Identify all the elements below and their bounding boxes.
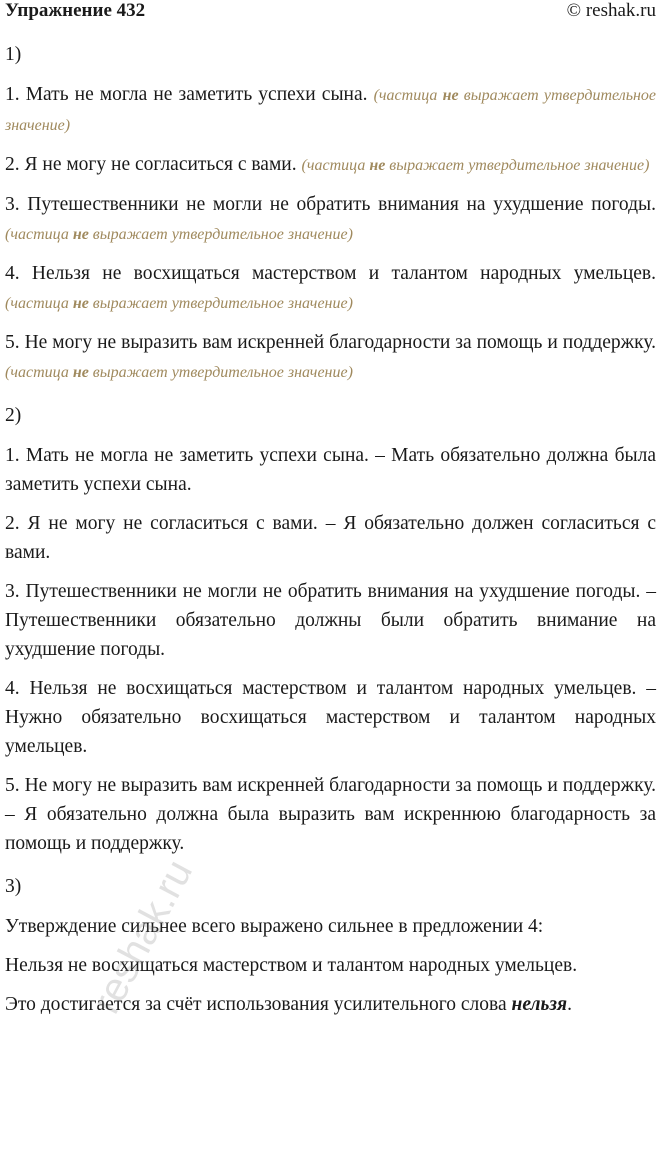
- part2-item: 3. Путешественники не могли не обратить внимания на ухудшение погоды. – Путешественники обязательно должны были обратить внимание на ухудшение погоды.: [5, 581, 656, 660]
- sentence: 2. Я не могу не согласиться с вами.: [5, 154, 297, 175]
- part2-item: 5. Не могу не выразить вам искренней благодарности за помощь и поддержку. – Я обязательно должна была выразить вам искреннюю благодарность за помощь и поддержку.: [5, 775, 656, 854]
- part3-conclusion: Это достигается за счёт использования усилительного слова нельзя.: [5, 994, 572, 1015]
- part3-statement: Утверждение сильнее всего выражено сильнее в предложении 4:: [5, 916, 544, 937]
- part3-quote: Нельзя не восхищаться мастерством и талантом народных умельцев.: [5, 955, 578, 976]
- part1-item: [5, 259, 656, 318]
- annotation: (частица не выражает утвердительное значение): [5, 295, 353, 312]
- section-3-label: 3): [5, 876, 22, 897]
- annotation: (частица не выражает утвердительное значение): [301, 157, 650, 174]
- exercise-title: Упражнение 432: [5, 0, 146, 21]
- part1-item: [5, 150, 656, 180]
- part1-item: [5, 328, 656, 387]
- part1-item: [5, 190, 656, 249]
- section-1-label: 1): [5, 44, 22, 65]
- section-2-label: 2): [5, 405, 22, 426]
- part1-item: [5, 80, 656, 140]
- brand-copyright: © reshak.ru: [566, 0, 656, 21]
- header: [5, 0, 656, 26]
- sentence: 3. Путешественники не могли не обратить внимания на ухудшение погоды.: [5, 194, 656, 215]
- part2-item: 1. Мать не могла не заметить успехи сына. – Мать обязательно должна была заметить успехи сына.: [5, 445, 656, 495]
- annotation: (частица не выражает утвердительное значение): [5, 364, 353, 381]
- sentence: 4. Нельзя не восхищаться мастерством и талантом народных умельцев.: [5, 263, 656, 284]
- part2-item: 4. Нельзя не восхищаться мастерством и талантом народных умельцев. – Нужно обязательно восхищаться мастерством и талантом народных умельцев.: [5, 678, 656, 757]
- watermark-logo: reshak.ru: [84, 852, 202, 1021]
- annotation: (частица не выражает утвердительное значение): [5, 226, 353, 243]
- sentence: 5. Не могу не выразить вам искренней благодарности за помощь и поддержку.: [5, 332, 656, 353]
- sentence: 1. Мать не могла не заметить успехи сына.: [5, 84, 368, 105]
- annotation: (частица не выражает утвердительное значение): [5, 87, 657, 134]
- emphasized-word: нельзя: [511, 994, 568, 1015]
- part2-item: 2. Я не могу не согласиться с вами. – Я обязательно должен согласиться с вами.: [5, 513, 656, 563]
